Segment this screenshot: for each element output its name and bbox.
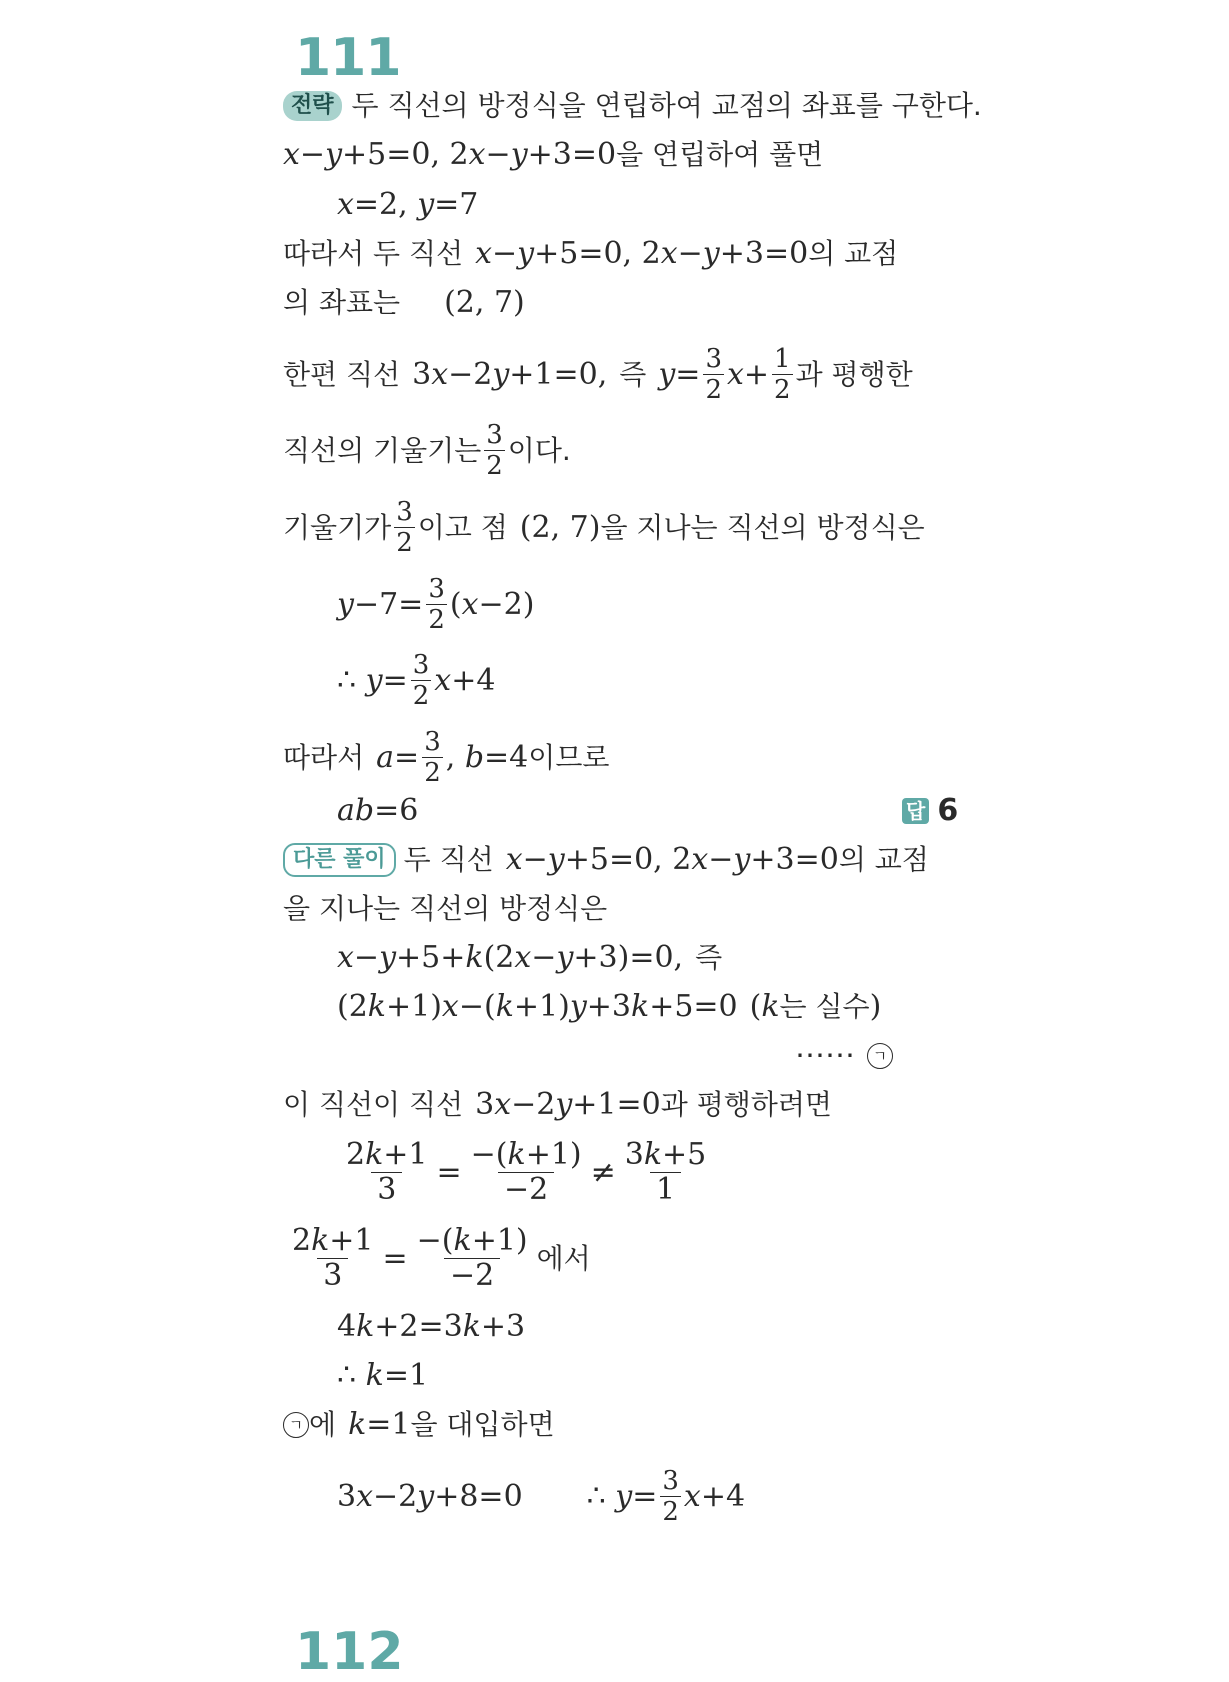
answer-value: 6 xyxy=(937,793,959,828)
solution-line-6 xyxy=(283,422,571,479)
solution-line-3 xyxy=(283,234,898,274)
alt-text: 이 직선이 직선 xyxy=(283,1088,464,1121)
alt-text: 의 교점 xyxy=(838,843,929,876)
problem-number: 111 xyxy=(295,28,401,88)
alt-line-1: 다른 풀이 두 직선 x−y+5=0, 2x−y+3=0 의 교점 xyxy=(283,840,929,880)
fraction: $\frac{3}{2}$ xyxy=(662,1466,679,1527)
alt-line-4: (2k+1)x−(k+1)y+3k+5=0 (k 는 실수 ) xyxy=(337,987,881,1027)
alt-line-11: ㄱ 에 k=1 을 대입하면 xyxy=(283,1405,555,1445)
alt-line-6: 이 직선이 직선 3x−2y+1=0 과 평행하려면 xyxy=(283,1085,832,1125)
solution-line-10: 따라서 a= $\frac{3}{2}$ , b=4 이므로 xyxy=(283,727,610,788)
answer xyxy=(902,791,958,831)
fraction: $\frac{2k+1}{3}$ xyxy=(292,1223,374,1293)
solution-text: 이다. xyxy=(507,433,571,467)
alt-text: 두 직선 xyxy=(403,843,494,876)
solution-text: 따라서 두 직선 xyxy=(283,237,464,270)
alt-text: 즉 xyxy=(695,941,723,974)
fraction: $\frac{3}{2}$ xyxy=(705,344,722,405)
solution-text: 과 평행한 xyxy=(795,357,913,391)
solution-text: 한편 직선 xyxy=(283,357,401,391)
alt-line-3: x−y+5+k(2x−y+3)=0, 즉 xyxy=(337,938,722,978)
alt-line-10: ∴ k=1 xyxy=(337,1358,429,1393)
strategy-text: 두 직선의 방정식을 연립하여 교점의 좌표를 구한다. xyxy=(351,89,982,122)
alt-text: 에서 xyxy=(536,1241,591,1275)
fraction: $\frac{2k+1}{3}$ xyxy=(346,1137,428,1207)
fraction: $\frac{-(k+1)}{-2}$ xyxy=(416,1223,528,1293)
alt-text: 을 대입하면 xyxy=(410,1408,555,1441)
alt-line-9: 4k+2=3k+3 xyxy=(337,1309,526,1344)
alt-line-5: ⋯⋯ ㄱ xyxy=(795,1036,893,1076)
strategy-badge: 전략 xyxy=(283,91,342,121)
fraction: $\frac{3}{2}$ xyxy=(396,497,413,558)
fraction: $\frac{-(k+1)}{-2}$ xyxy=(470,1137,582,1207)
solution-text: 이고 점 xyxy=(417,510,508,544)
solution-line-11 xyxy=(337,791,418,831)
alt-text: 는 실수 xyxy=(779,990,870,1023)
solution-text: 기울기가 xyxy=(283,510,392,544)
point: (2, 7) xyxy=(519,509,601,545)
solution-text: 의 교점 xyxy=(808,237,899,270)
alt-line-12: 3x−2y+8=0 ∴ y= $\frac{3}{2}$ x+4 xyxy=(337,1466,746,1527)
circled-marker: ㄱ xyxy=(283,1412,309,1438)
solution-text: 을 지나는 직선의 방정식은 xyxy=(600,510,925,544)
strategy-line xyxy=(283,86,982,126)
alt-line-8: $\frac{2k+1}{3}$ = $\frac{-(k+1)}{-2}$ 에서 xyxy=(283,1226,591,1291)
next-problem-number: 112 xyxy=(295,1622,404,1682)
alt-line-2 xyxy=(283,889,607,929)
alt-text: 에 xyxy=(309,1408,337,1441)
alt-solution-badge: 다른 풀이 xyxy=(283,843,396,877)
solution-line-2 xyxy=(337,185,478,225)
solution-text: 즉 xyxy=(619,357,647,391)
answer-badge: 답 xyxy=(902,798,929,824)
solution-line-7 xyxy=(283,499,925,556)
intersection-values: x=2, y=7 xyxy=(337,187,479,222)
fraction: $\frac{3k+5}{1}$ xyxy=(624,1137,707,1207)
fraction: $\frac{3}{2}$ xyxy=(428,574,445,635)
given-line-eq: 3x−2y+1=0, xyxy=(412,356,608,392)
alt-text: 을 지나는 직선의 방정식은 xyxy=(283,892,608,925)
solution-text: 직선의 기울기는 xyxy=(283,433,482,467)
eq-system: x−y+5=0, 2x−y+3=0 xyxy=(283,137,617,172)
solution-line-8: y−7= $\frac{3}{2}$ (x−2) xyxy=(337,574,535,635)
alt-text: 과 평행하려면 xyxy=(660,1088,832,1121)
intersection-point: (2, 7) xyxy=(444,285,525,320)
solution-text: 이므로 xyxy=(528,740,610,774)
solution-text: 따라서 xyxy=(283,740,365,774)
slope-form: y= xyxy=(658,356,701,392)
solution-line-4 xyxy=(283,283,525,323)
product: ab=6 xyxy=(337,793,419,828)
circled-marker: ㄱ xyxy=(867,1043,893,1069)
eq-system: x−y+5=0, 2x−y+3=0 xyxy=(475,236,809,271)
solution-line-5: 한편 직선 3x−2y+1=0, 즉 y= $\frac{3}{2}$ x+ $\frac{1}{2}$ 과 평행한 xyxy=(283,344,913,405)
solution-text: 을 연립하여 풀면 xyxy=(616,138,824,171)
solution-line-9: ∴ y= $\frac{3}{2}$ x+4 xyxy=(337,650,496,711)
solution-text: 의 좌표는 xyxy=(283,286,401,319)
fraction: $\frac{3}{2}$ xyxy=(424,727,441,788)
fraction: $\frac{1}{2}$ xyxy=(774,344,791,405)
fraction: $\frac{3}{2}$ xyxy=(486,420,503,481)
fraction: $\frac{3}{2}$ xyxy=(412,650,430,711)
alt-line-7: $\frac{2k+1}{3}$ = $\frac{-(k+1)}{-2}$ ≠ $\frac{3k+5}{1}$ xyxy=(337,1140,715,1205)
solution-line-1 xyxy=(283,135,823,175)
